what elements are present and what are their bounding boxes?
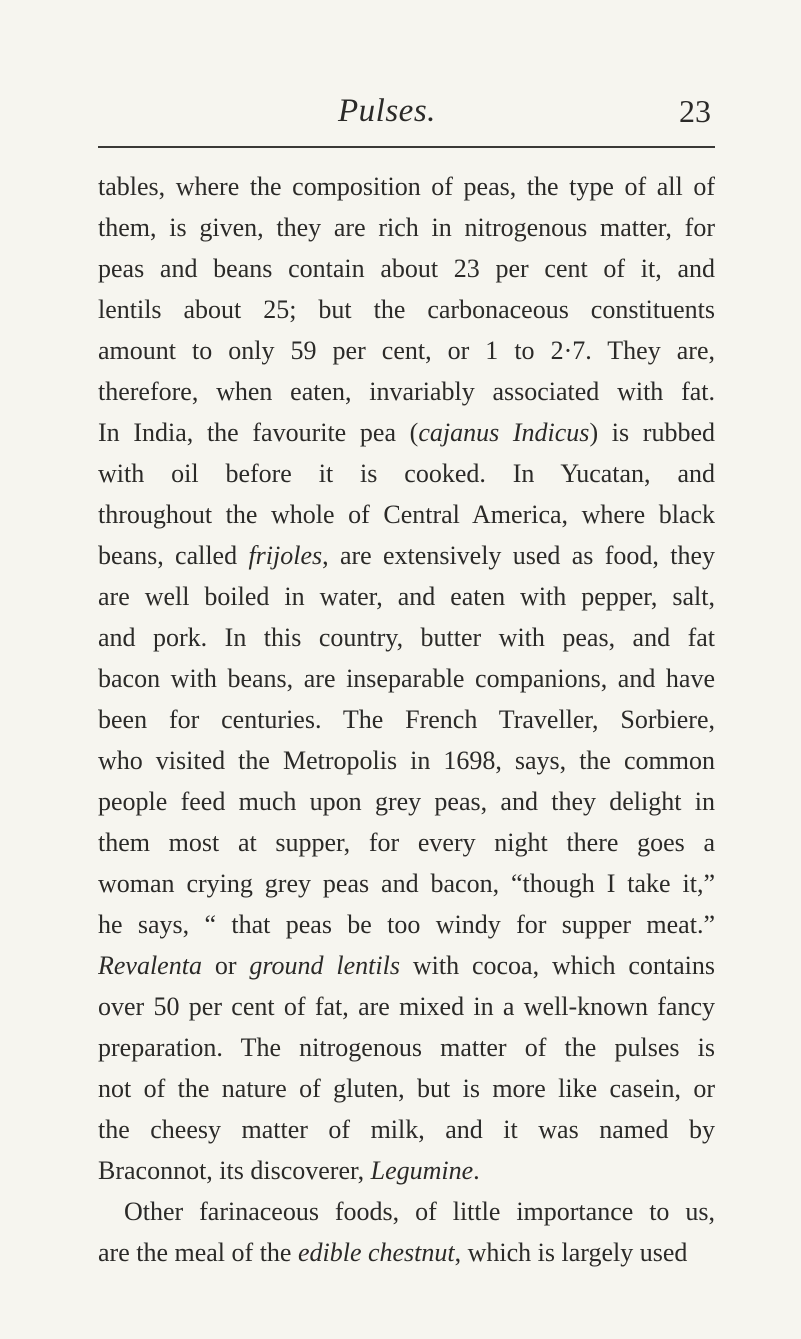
text-segment: are well boiled in water, and eaten with pepper, salt,: [98, 582, 715, 611]
text-segment: throughout the whole of Central America, where black: [98, 500, 715, 529]
italic-term: cajanus Indicus: [418, 418, 590, 447]
text-line: [98, 699, 715, 740]
text-segment: with cocoa, which contains: [399, 951, 715, 980]
text-segment: woman crying grey peas and bacon, “though I take it,”: [98, 869, 715, 898]
text-line: [98, 371, 715, 412]
header-rule: [98, 146, 715, 148]
text-line: [98, 822, 715, 863]
text-line: [98, 1109, 715, 1150]
text-line: [98, 535, 715, 576]
text-segment: ) is rubbed: [589, 418, 715, 447]
text-segment: peas and beans contain about 23 per cent of it, and: [98, 254, 715, 283]
text-segment: been for centuries. The French Traveller, Sorbiere,: [98, 705, 715, 734]
text-segment: beans, called: [98, 541, 249, 570]
text-line: [98, 207, 715, 248]
text-line: [98, 289, 715, 330]
text-line: [98, 453, 715, 494]
text-segment: Other farinaceous foods, of little importance to us,: [124, 1197, 715, 1226]
text-line: [98, 248, 715, 289]
page-number: 23: [679, 93, 711, 129]
text-segment: who visited the Metropolis in 1698, says, the common: [98, 746, 715, 775]
text-line: [98, 412, 715, 453]
text-segment: he says, “ that peas be too windy for supper meat.”: [98, 910, 715, 939]
text-segment: or: [201, 951, 250, 980]
text-segment: them, is given, they are rich in nitrogenous matter, for: [98, 213, 715, 242]
text-segment: preparation. The nitrogenous matter of the pulses is: [98, 1033, 715, 1062]
italic-term: edible chestnut: [297, 1238, 455, 1267]
text-segment: the cheesy matter of milk, and it was named by: [98, 1115, 715, 1144]
text-segment: people feed much upon grey peas, and they delight in: [98, 787, 715, 816]
body-text: [98, 166, 715, 1273]
text-line: [98, 330, 715, 371]
text-line: [98, 904, 715, 945]
text-segment: , are extensively used as food, they: [322, 541, 715, 570]
text-segment: , which is largely used: [454, 1238, 688, 1267]
text-line: [98, 617, 715, 658]
text-segment: over 50 per cent of fat, are mixed in a well-known fancy: [98, 992, 715, 1021]
text-segment: tables, where the composition of peas, the type of all of: [98, 172, 715, 201]
text-line: [98, 166, 715, 207]
text-segment: Braconnot, its discoverer,: [98, 1156, 371, 1185]
text-segment: with oil before it is cooked. In Yucatan, and: [98, 459, 715, 488]
text-line: [98, 740, 715, 781]
text-line: [98, 576, 715, 617]
text-line: [98, 863, 715, 904]
text-segment: .: [473, 1156, 480, 1185]
text-line: [98, 1027, 715, 1068]
text-line: [98, 1232, 715, 1273]
text-segment: are the meal of the: [98, 1238, 298, 1267]
text-segment: not of the nature of gluten, but is more like casein, or: [98, 1074, 715, 1103]
text-line: [98, 658, 715, 699]
text-segment: them most at supper, for every night there goes a: [98, 828, 715, 857]
text-line: [98, 781, 715, 822]
italic-term: Legumine: [370, 1156, 474, 1185]
text-segment: amount to only 59 per cent, or 1 to 2·7. They are,: [98, 336, 715, 365]
text-segment: lentils about 25; but the carbonaceous constituents: [98, 295, 715, 324]
text-line: [98, 1068, 715, 1109]
text-line: [98, 1150, 715, 1191]
text-segment: therefore, when eaten, invariably associated with fat.: [98, 377, 715, 406]
text-segment: bacon with beans, are inseparable companions, and have: [98, 664, 715, 693]
text-segment: In India, the favourite pea (: [98, 418, 419, 447]
text-line: [98, 1191, 715, 1232]
text-segment: and pork. In this country, butter with peas, and fat: [98, 623, 715, 652]
italic-term: ground lentils: [249, 951, 400, 980]
text-line: [98, 986, 715, 1027]
italic-term: frijoles: [248, 541, 323, 570]
text-line: [98, 494, 715, 535]
running-title: Pulses.: [338, 93, 436, 129]
italic-term: Revalenta: [98, 951, 202, 980]
text-line: [98, 945, 715, 986]
running-head: [0, 86, 801, 136]
